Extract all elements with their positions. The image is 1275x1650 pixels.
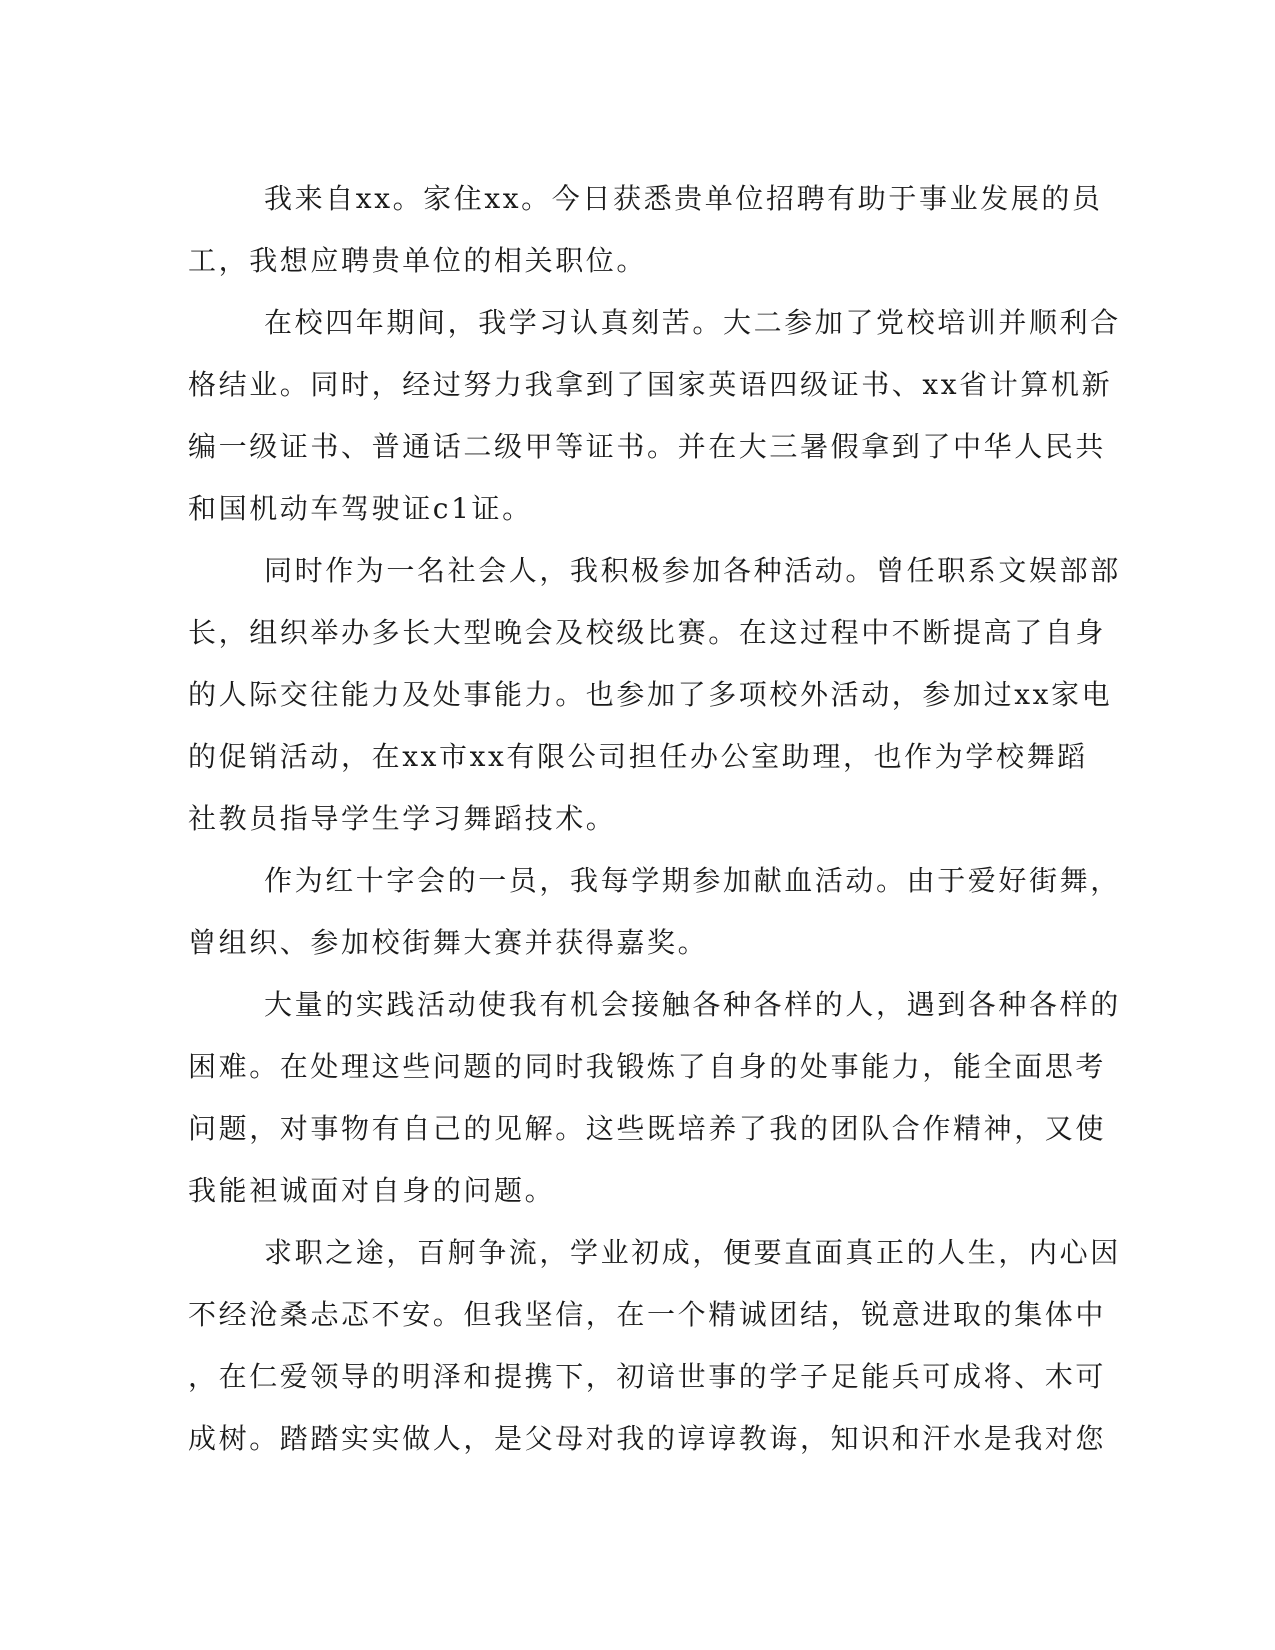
text-line: 编一级证书、普通话二级甲等证书。并在大三暑假拿到了中华人民共 [188,430,1107,463]
text-line: 在校四年期间，我学习认真刻苦。大二参加了党校培训并顺利合 [264,306,1121,339]
paragraph-practice [188,974,1121,1222]
text-line: 社教员指导学生学习舞蹈技术。 [188,802,617,835]
paragraph-intro [188,168,1103,292]
text-line: 我来自xx。家住xx。今日获悉贵单位招聘有助于事业发展的员 [264,182,1103,215]
text-line: 求职之途，百舸争流，学业初成，便要直面真正的人生，内心因 [264,1236,1121,1269]
text-line: 同时作为一名社会人，我积极参加各种活动。曾任职系文娱部部 [264,554,1121,587]
text-line: 长，组织举办多长大型晚会及校级比赛。在这过程中不断提高了自身 [188,616,1107,649]
text-line: 问题，对事物有自己的见解。这些既培养了我的团队合作精神，又使 [188,1112,1107,1145]
text-line: 格结业。同时，经过努力我拿到了国家英语四级证书、xx省计算机新 [188,368,1113,401]
text-line: 困难。在处理这些问题的同时我锻炼了自身的处事能力，能全面思考 [188,1050,1107,1083]
text-line: 的人际交往能力及处事能力。也参加了多项校外活动，参加过xx家电 [188,678,1113,711]
paragraph-red-cross [188,850,1121,974]
text-line: 工，我想应聘贵单位的相关职位。 [188,244,648,277]
paragraph-education [188,292,1121,540]
text-line: 大量的实践活动使我有机会接触各种各样的人，遇到各种各样的 [264,988,1121,1021]
paragraph-closing [188,1222,1121,1470]
document-body [188,168,1121,1470]
text-line: 不经沧桑忐忑不安。但我坚信，在一个精诚团结，锐意进取的集体中 [188,1298,1107,1331]
text-line: 曾组织、参加校街舞大赛并获得嘉奖。 [188,926,709,959]
text-line: 成树。踏踏实实做人，是父母对我的谆谆教诲，知识和汗水是我对您 [188,1422,1107,1455]
text-line: 作为红十字会的一员，我每学期参加献血活动。由于爱好街舞， [264,864,1121,897]
text-line: 的促销活动，在xx市xx有限公司担任办公室助理，也作为学校舞蹈 [188,740,1088,773]
text-line: ，在仁爱领导的明泽和提携下，初谙世事的学子足能兵可成将、木可 [188,1360,1107,1393]
paragraph-activities [188,540,1121,850]
text-line: 和国机动车驾驶证c1证。 [188,492,533,525]
text-line: 我能袒诚面对自身的问题。 [188,1174,556,1207]
